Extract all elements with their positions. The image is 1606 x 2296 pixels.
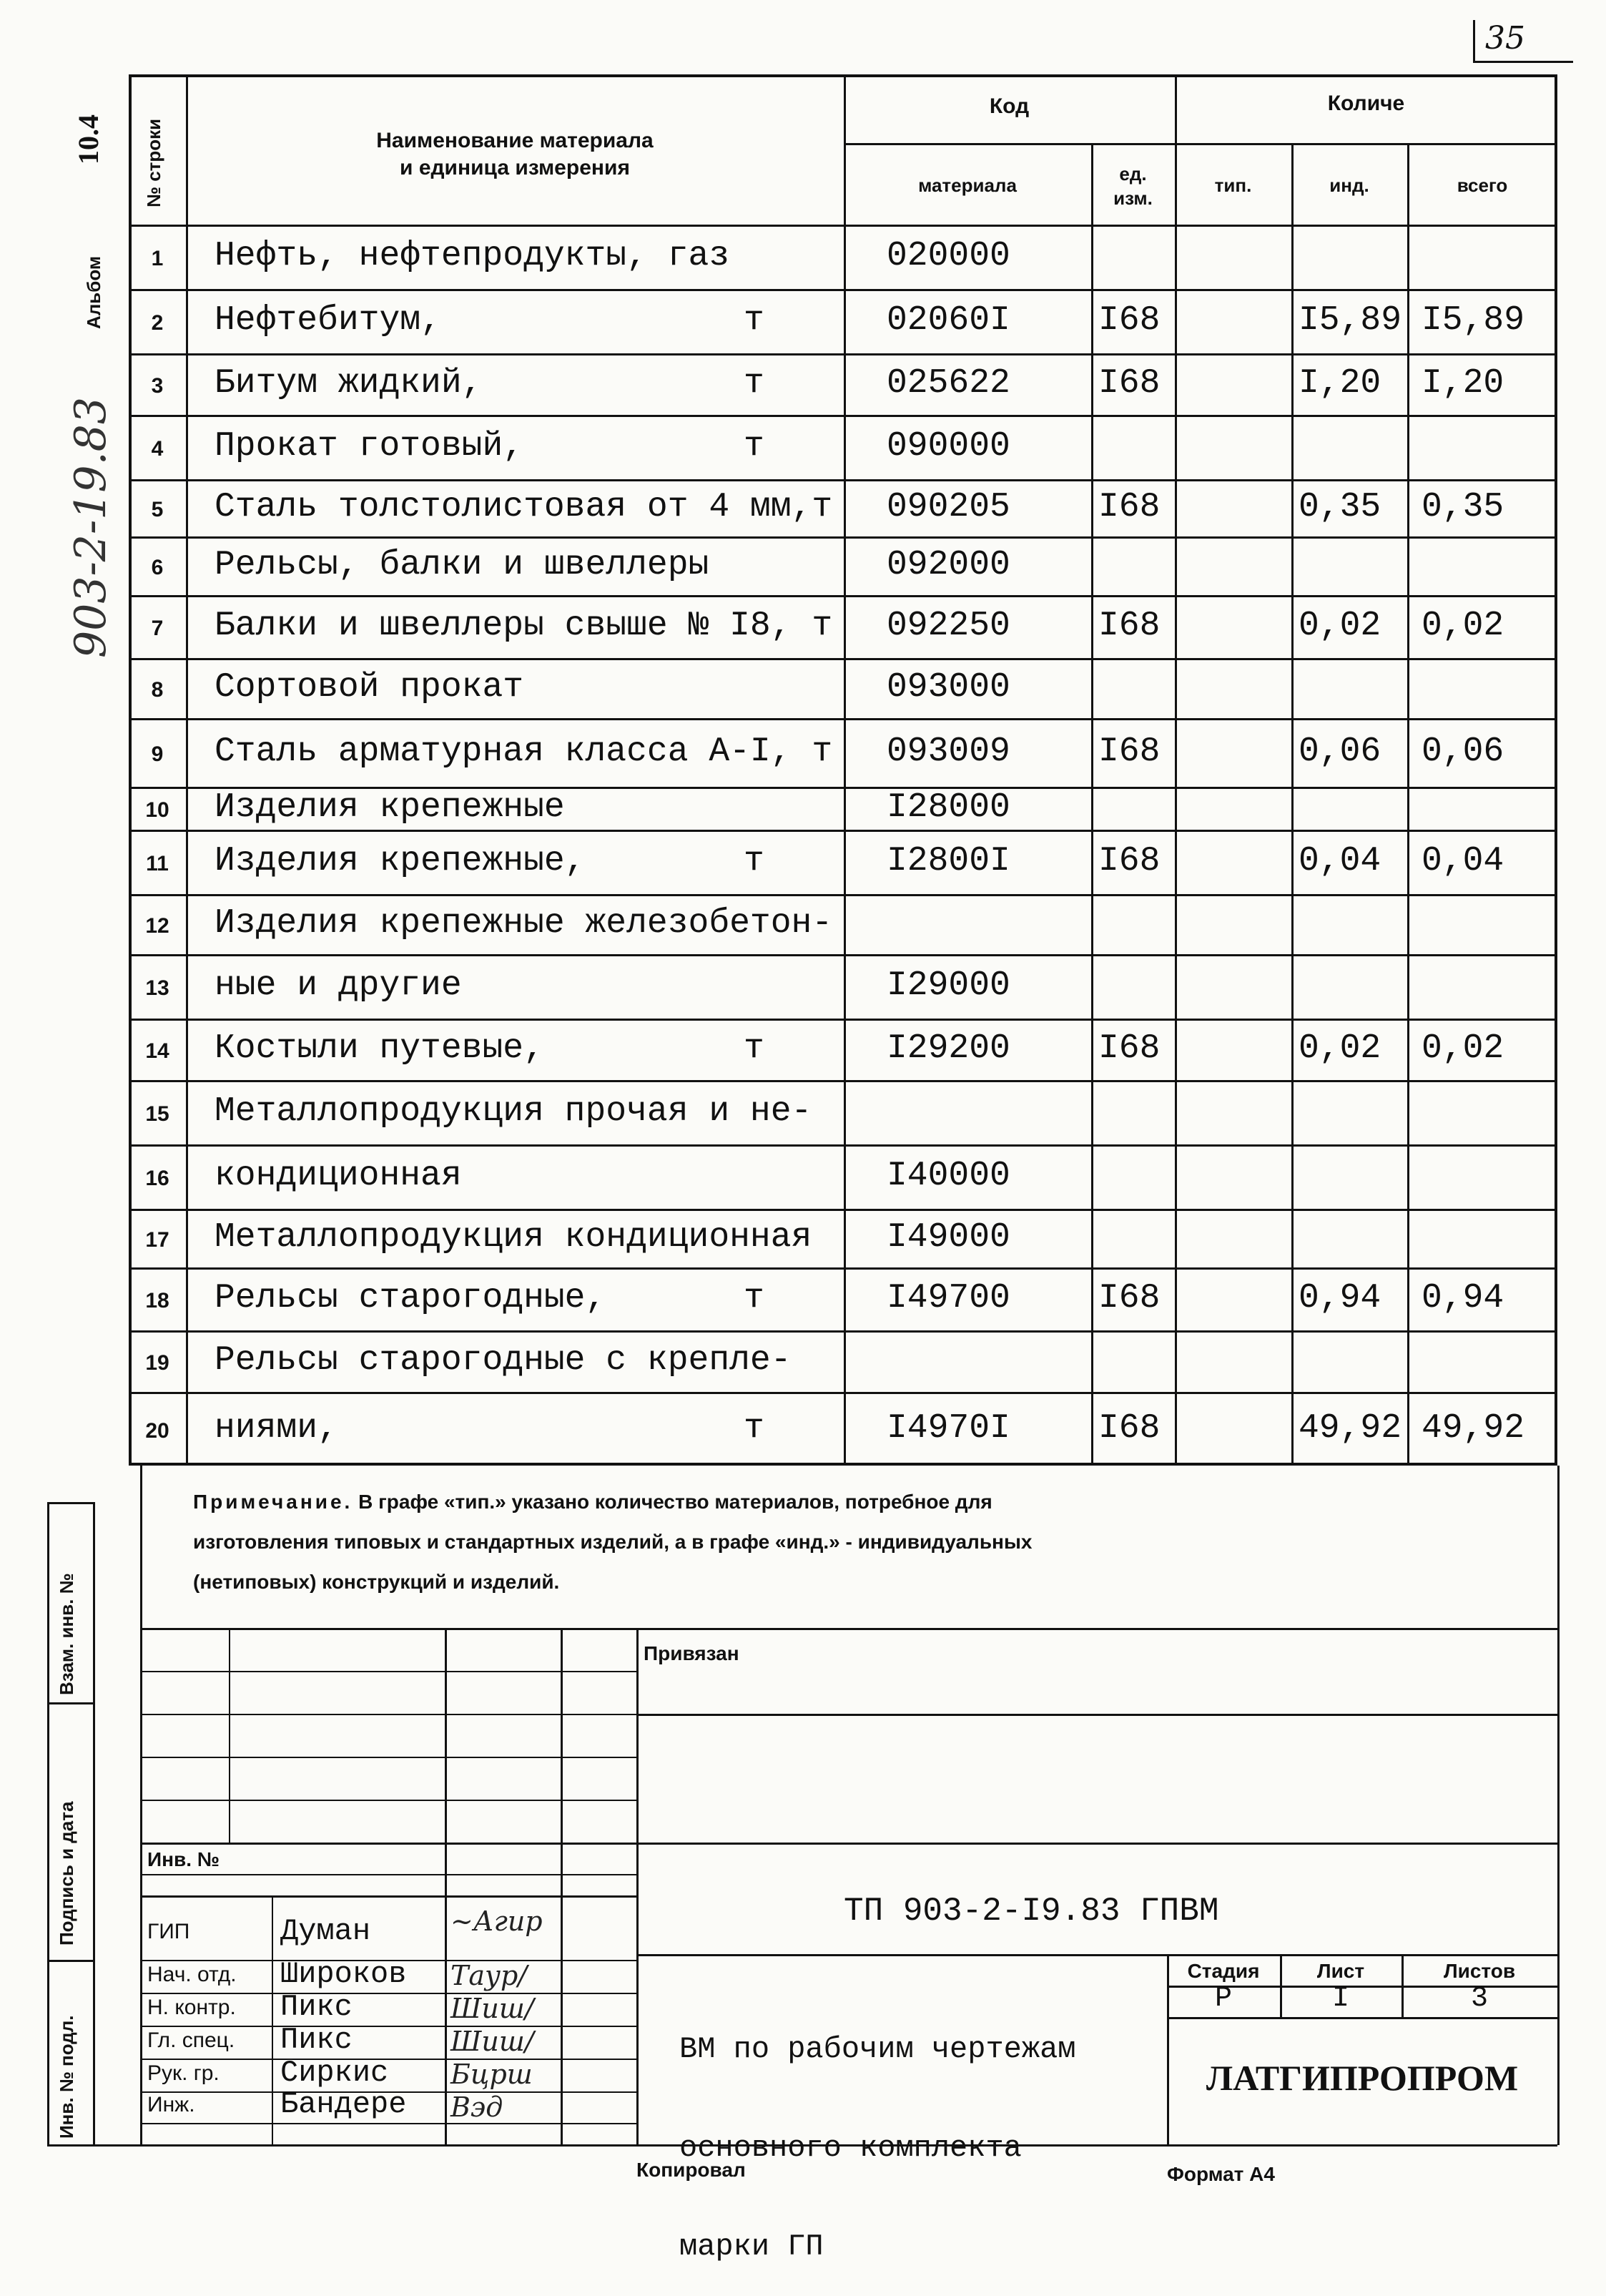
qty-ind: I,20 bbox=[1299, 364, 1381, 403]
material-name: ные и другие bbox=[215, 966, 462, 1005]
name-header-line2: и единица измерения bbox=[400, 156, 630, 180]
row-divider bbox=[129, 353, 1557, 355]
row-divider bbox=[129, 1330, 1557, 1333]
row-divider bbox=[129, 479, 1557, 481]
material-unit-t: т bbox=[744, 301, 764, 340]
document-title-line3: марки ГП bbox=[679, 2229, 824, 2264]
material-name: Рельсы, балки и швеллеры bbox=[215, 546, 709, 584]
unit-header-line1: ед. bbox=[1119, 163, 1147, 185]
signer-role: Гл. спец. bbox=[147, 2028, 235, 2052]
row-number: 4 bbox=[151, 437, 164, 461]
inv-no-label: Инв. № bbox=[147, 1848, 220, 1870]
sheet-label: Лист bbox=[1316, 1960, 1365, 1982]
row-divider bbox=[129, 536, 1557, 539]
unit-code: I68 bbox=[1098, 607, 1161, 645]
row-divider bbox=[129, 595, 1557, 597]
material-name: Металлопродукция прочая и не- bbox=[215, 1092, 812, 1131]
quantity-header: Количе bbox=[1327, 92, 1405, 115]
signer-name: Бандере bbox=[280, 2087, 407, 2121]
signature-gl-spec: Шиш/ bbox=[450, 2026, 534, 2057]
qty-total: 0,04 bbox=[1422, 842, 1504, 880]
qty-ind: 0,94 bbox=[1299, 1279, 1381, 1318]
row-number: 5 bbox=[151, 498, 164, 521]
material-unit-t: т bbox=[744, 364, 764, 403]
material-name: Изделия крепежные, bbox=[215, 842, 586, 880]
organization-name: ЛАТГИПРОПРОМ bbox=[1206, 2058, 1519, 2098]
material-name: Изделия крепежные железобетон- bbox=[215, 904, 833, 943]
row-divider bbox=[129, 658, 1557, 660]
signer-name: Пикс bbox=[280, 1990, 353, 2024]
margin-vzam-inv: Взам. инв. № bbox=[56, 1573, 77, 1695]
row-number: 12 bbox=[145, 914, 169, 938]
qty-ind: 0,35 bbox=[1299, 488, 1381, 526]
signature-inzh: Вэд bbox=[450, 2091, 503, 2123]
material-code: I29000 bbox=[887, 966, 1010, 1005]
album-code: 10.4 bbox=[72, 114, 104, 165]
row-number: 3 bbox=[151, 374, 164, 398]
qty-ind: I5,89 bbox=[1299, 301, 1402, 340]
material-name: Рельсы старогодные с крепле- bbox=[215, 1341, 792, 1380]
name-header-line1: Наименование материала bbox=[376, 129, 654, 152]
row-number: 20 bbox=[145, 1419, 169, 1443]
signer-role: ГИП bbox=[147, 1920, 190, 1943]
material-name: Балки и швеллеры свыше № I8, т bbox=[215, 607, 833, 645]
tip-header: тип. bbox=[1214, 175, 1252, 196]
row-divider bbox=[129, 1080, 1557, 1082]
note-line3: (нетиповых) конструкций и изделий. bbox=[193, 1571, 560, 1593]
qty-total: 0,02 bbox=[1422, 1029, 1504, 1068]
signer-name: Широков bbox=[280, 1957, 407, 1991]
signer-name: Сиркис bbox=[280, 2056, 389, 2090]
material-unit-t: т bbox=[744, 842, 764, 880]
document-code: ТП 903-2-I9.83 ГПВМ bbox=[844, 1893, 1219, 1930]
note-line2: изготовления типовых и стандартных изделий, а в графе «инд.» - индивидуальных bbox=[193, 1531, 1033, 1553]
signer-role: Инж. bbox=[147, 2093, 195, 2116]
margin-inv-podl: Инв. № подл. bbox=[56, 2015, 77, 2139]
material-code: 02060I bbox=[887, 301, 1010, 340]
material-code: I29200 bbox=[887, 1029, 1010, 1068]
unit-code: I68 bbox=[1098, 301, 1161, 340]
row-number: 19 bbox=[145, 1351, 169, 1375]
qty-ind: 0,02 bbox=[1299, 607, 1381, 645]
signer-role: Нач. отд. bbox=[147, 1963, 237, 1986]
material-code: I2800I bbox=[887, 842, 1010, 880]
material-code: 092000 bbox=[887, 546, 1010, 584]
material-code: 090000 bbox=[887, 427, 1010, 466]
unit-code: I68 bbox=[1098, 488, 1161, 526]
row-divider bbox=[129, 1019, 1557, 1021]
material-code: 020000 bbox=[887, 237, 1010, 275]
sheet-value: I bbox=[1331, 1983, 1349, 2015]
row-divider bbox=[129, 894, 1557, 896]
row-divider bbox=[129, 718, 1557, 720]
material-name: Изделия крепежные bbox=[215, 788, 565, 827]
qty-total: 0,35 bbox=[1422, 488, 1504, 526]
material-name: Нефтебитум, bbox=[215, 301, 441, 340]
qty-ind: 0,06 bbox=[1299, 732, 1381, 771]
row-number: 9 bbox=[151, 742, 164, 766]
sheet-number: 35 bbox=[1473, 20, 1573, 63]
row-number: 17 bbox=[145, 1228, 169, 1252]
signature-ruk-gr: Бцрш bbox=[450, 2059, 533, 2090]
material-name: Нефть, нефтепродукты, газ bbox=[215, 237, 730, 275]
unit-code: I68 bbox=[1098, 1029, 1161, 1068]
row-number: 6 bbox=[151, 556, 164, 579]
unit-code: I68 bbox=[1098, 1409, 1161, 1448]
row-divider bbox=[129, 415, 1557, 417]
qty-total: 0,94 bbox=[1422, 1279, 1504, 1318]
material-name: Рельсы старогодные, bbox=[215, 1279, 606, 1318]
material-code: I28000 bbox=[887, 788, 1010, 827]
material-name: ниями, bbox=[215, 1409, 338, 1448]
sheets-value: 3 bbox=[1470, 1983, 1488, 2015]
row-number: 11 bbox=[146, 852, 169, 875]
unit-code: I68 bbox=[1098, 1279, 1161, 1318]
document-title bbox=[679, 1967, 1076, 2296]
material-unit-t: т bbox=[744, 1029, 764, 1068]
material-code: 090205 bbox=[887, 488, 1010, 526]
stage-label: Стадия bbox=[1187, 1960, 1260, 1982]
sheets-label: Листов bbox=[1443, 1960, 1516, 1982]
row-number: 14 bbox=[145, 1039, 169, 1063]
note-line1: В графе «тип.» указано количество материалов, потребное для bbox=[358, 1491, 992, 1513]
material-name: Сортовой прокат bbox=[215, 668, 524, 707]
signature-gip: ~Агир bbox=[450, 1905, 543, 1937]
row-number: 1 bbox=[151, 247, 164, 270]
material-code: 092250 bbox=[887, 607, 1010, 645]
row-number-header: № строки bbox=[143, 118, 164, 207]
qty-ind: 0,04 bbox=[1299, 842, 1381, 880]
material-name: Сталь арматурная класса А-I, т bbox=[215, 732, 833, 771]
row-number: 7 bbox=[151, 617, 164, 640]
row-number: 2 bbox=[151, 311, 164, 335]
material-name: Металлопродукция кондиционная bbox=[215, 1218, 812, 1257]
row-divider bbox=[129, 289, 1557, 291]
handwritten-project-code: 903-2-19.83 bbox=[66, 396, 116, 658]
qty-total: I5,89 bbox=[1422, 301, 1525, 340]
row-divider bbox=[129, 1144, 1557, 1147]
row-divider bbox=[129, 1209, 1557, 1211]
row-divider bbox=[129, 954, 1557, 956]
unit-code: I68 bbox=[1098, 842, 1161, 880]
row-divider bbox=[129, 1267, 1557, 1270]
qty-ind: 49,92 bbox=[1299, 1409, 1402, 1448]
signature-nach-otd: Таур/ bbox=[450, 1960, 528, 1991]
material-unit-t: т bbox=[744, 427, 764, 466]
material-name: кондиционная bbox=[215, 1157, 462, 1195]
material-code: I4970I bbox=[887, 1409, 1010, 1448]
row-number: 16 bbox=[145, 1167, 169, 1190]
material-name: Костыли путевые, bbox=[215, 1029, 544, 1068]
material-code: 093009 bbox=[887, 732, 1010, 771]
qty-total: 49,92 bbox=[1422, 1409, 1525, 1448]
material-code: I40000 bbox=[887, 1157, 1010, 1195]
document-title-line1: ВМ по рабочим чертежам bbox=[679, 2032, 1076, 2066]
material-name: Битум жидкий, bbox=[215, 364, 483, 403]
row-number: 8 bbox=[151, 678, 164, 702]
signer-name: Пикс bbox=[280, 2023, 353, 2057]
material-code-header: материала bbox=[918, 175, 1017, 196]
material-code: I49000 bbox=[887, 1218, 1010, 1257]
signer-name: Думан bbox=[280, 1914, 371, 1948]
footer-format: Формат А4 bbox=[1167, 2163, 1275, 2185]
total-header: всего bbox=[1457, 175, 1508, 196]
material-name: Сталь толстолистовая от 4 мм,т bbox=[215, 488, 833, 526]
album-label: Альбом bbox=[83, 255, 104, 329]
row-number: 15 bbox=[145, 1102, 169, 1126]
qty-total: I,20 bbox=[1422, 364, 1504, 403]
material-name: Прокат готовый, bbox=[215, 427, 524, 466]
qty-total: 0,02 bbox=[1422, 607, 1504, 645]
row-divider bbox=[129, 830, 1557, 832]
stage-value: Р bbox=[1214, 1983, 1232, 2015]
row-number: 13 bbox=[145, 976, 169, 1000]
row-number: 18 bbox=[145, 1289, 169, 1313]
row-number: 10 bbox=[145, 798, 169, 822]
material-code: 025622 bbox=[887, 364, 1010, 403]
signer-role: Н. контр. bbox=[147, 1996, 236, 2019]
margin-podpis-data: Подпись и дата bbox=[56, 1801, 77, 1946]
row-divider bbox=[129, 1392, 1557, 1394]
ind-header: инд. bbox=[1329, 175, 1369, 196]
qty-total: 0,06 bbox=[1422, 732, 1504, 771]
material-code: I49700 bbox=[887, 1279, 1010, 1318]
unit-code: I68 bbox=[1098, 732, 1161, 771]
code-header: Код bbox=[989, 94, 1030, 118]
attached-label: Привязан bbox=[644, 1642, 739, 1664]
footer-copied: Копировал bbox=[636, 2159, 746, 2181]
material-code: 093000 bbox=[887, 668, 1010, 707]
signature-n-kontr: Шиш/ bbox=[450, 1993, 534, 2024]
note-prefix: Примечание. bbox=[193, 1491, 353, 1513]
qty-ind: 0,02 bbox=[1299, 1029, 1381, 1068]
unit-code: I68 bbox=[1098, 364, 1161, 403]
material-unit-t: т bbox=[744, 1409, 764, 1448]
material-unit-t: т bbox=[744, 1279, 764, 1318]
document-title-line2: основного комплекта bbox=[679, 2131, 1022, 2165]
signer-role: Рук. гр. bbox=[147, 2061, 220, 2085]
unit-header-line2: изм. bbox=[1113, 187, 1153, 209]
